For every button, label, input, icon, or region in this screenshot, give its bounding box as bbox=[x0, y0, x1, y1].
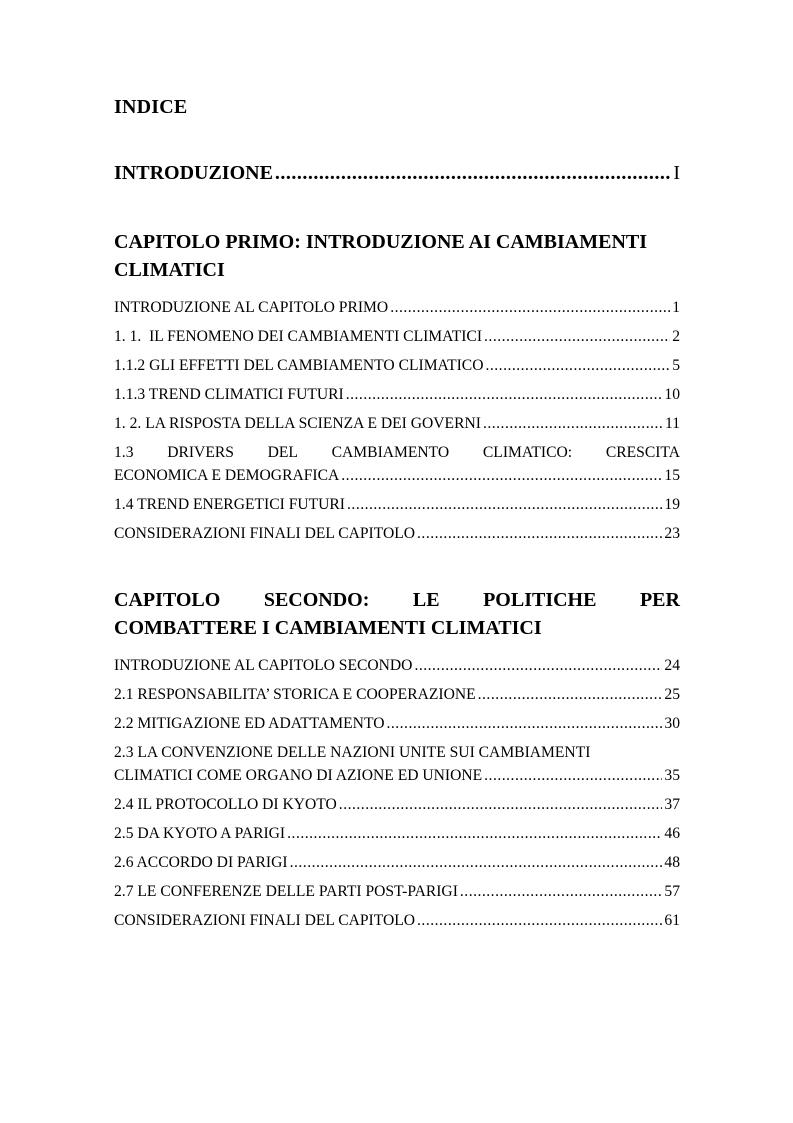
chapter-heading-2 bbox=[114, 586, 680, 642]
toc-entry-page: 57 bbox=[664, 883, 680, 900]
heading-word: POLITICHE bbox=[483, 589, 597, 611]
toc-entry[interactable] bbox=[114, 880, 680, 903]
toc-entry[interactable] bbox=[114, 793, 680, 816]
toc-entry-page: I bbox=[673, 162, 680, 184]
dot-leader bbox=[417, 522, 662, 545]
chapter-heading-line bbox=[114, 586, 680, 614]
toc-word: CAMBIAMENTO bbox=[331, 444, 450, 461]
toc-entry-label: 2.7 LE CONFERENZE DELLE PARTI POST-PARIGI bbox=[114, 883, 458, 900]
dot-leader bbox=[460, 880, 663, 903]
toc-entry-label: 2.4 IL PROTOCOLLO DI KYOTO bbox=[114, 796, 337, 813]
toc-entry[interactable] bbox=[114, 654, 680, 677]
toc-entry-page: 61 bbox=[664, 912, 680, 929]
toc-entry-page: 25 bbox=[664, 686, 680, 703]
toc-entry-page: 48 bbox=[664, 854, 680, 871]
toc-entry-page: 1 bbox=[672, 299, 680, 316]
index-title: INDICE bbox=[114, 96, 188, 118]
toc-entry-page: 24 bbox=[664, 657, 680, 674]
toc-entry[interactable] bbox=[114, 296, 680, 319]
dot-leader bbox=[485, 354, 670, 377]
dot-leader bbox=[287, 822, 662, 845]
heading-word: PER bbox=[639, 589, 680, 611]
dot-leader bbox=[390, 296, 670, 319]
toc-entry[interactable] bbox=[114, 493, 680, 516]
toc-entry-label: INTRODUZIONE AL CAPITOLO PRIMO bbox=[114, 299, 389, 316]
chapter-heading-line: CAPITOLO PRIMO: INTRODUZIONE AI CAMBIAMENTI bbox=[114, 231, 648, 253]
toc-entry-label-line bbox=[114, 764, 680, 787]
toc-entry-page: 10 bbox=[664, 386, 680, 403]
dot-leader bbox=[339, 793, 663, 816]
dot-leader bbox=[386, 712, 662, 735]
toc-entry[interactable] bbox=[114, 412, 680, 435]
toc-entry[interactable] bbox=[114, 741, 680, 787]
dot-leader bbox=[341, 464, 662, 487]
toc-entry-label-line bbox=[114, 464, 680, 487]
dot-leader bbox=[414, 654, 662, 677]
toc-entry-label: 2.1 RESPONSABILITA’ STORICA E COOPERAZIONE bbox=[114, 686, 476, 703]
dot-leader bbox=[484, 764, 662, 787]
toc-entry-label: 2.6 ACCORDO DI PARIGI bbox=[114, 854, 288, 871]
dot-leader bbox=[478, 683, 663, 706]
toc-entry-page: 30 bbox=[664, 715, 680, 732]
toc-entry-page: 15 bbox=[664, 467, 680, 484]
toc-entry-page: 19 bbox=[664, 496, 680, 513]
toc-entry-label: CONSIDERAZIONI FINALI DEL CAPITOLO bbox=[114, 912, 416, 929]
toc-entry-label-line bbox=[114, 441, 680, 464]
toc-entry-introduzione[interactable] bbox=[114, 162, 680, 185]
chapter-2-entries bbox=[114, 654, 680, 938]
toc-entry[interactable] bbox=[114, 354, 680, 377]
toc-entry-label: 1. 1. IL FENOMENO DEI CAMBIAMENTI CLIMATICI bbox=[114, 328, 483, 345]
toc-entry[interactable] bbox=[114, 522, 680, 545]
toc-entry[interactable] bbox=[114, 851, 680, 874]
toc-entry[interactable] bbox=[114, 822, 680, 845]
toc-entry[interactable] bbox=[114, 383, 680, 406]
dot-leader bbox=[346, 383, 663, 406]
toc-entry-page: 11 bbox=[664, 415, 680, 432]
toc-entry-label: 1.1.3 TREND CLIMATICI FUTURI bbox=[114, 386, 344, 403]
toc-entry-label-line: 2.3 LA CONVENZIONE DELLE NAZIONI UNITE SUI CAMBIAMENTI bbox=[114, 744, 591, 761]
dot-leader bbox=[275, 162, 671, 185]
toc-entry-page: 5 bbox=[672, 357, 680, 374]
toc-entry[interactable] bbox=[114, 909, 680, 932]
dot-leader bbox=[484, 325, 670, 348]
toc-entry[interactable] bbox=[114, 712, 680, 735]
toc-entry-page: 46 bbox=[664, 825, 680, 842]
toc-entry[interactable] bbox=[114, 441, 680, 487]
dot-leader bbox=[483, 412, 663, 435]
toc-entry[interactable] bbox=[114, 325, 680, 348]
toc-entry-page: 37 bbox=[664, 796, 680, 813]
toc-entry-label: CLIMATICI COME ORGANO DI AZIONE ED UNIONE bbox=[114, 767, 483, 784]
toc-entry-page: 2 bbox=[672, 328, 680, 345]
toc-entry-page: 23 bbox=[664, 525, 680, 542]
dot-leader bbox=[417, 909, 662, 932]
heading-word: SECONDO: bbox=[263, 589, 370, 611]
toc-entry-label: 2.2 MITIGAZIONE ED ADATTAMENTO bbox=[114, 715, 385, 732]
toc-entry-label: 1.4 TREND ENERGETICI FUTURI bbox=[114, 496, 346, 513]
toc-word: CRESCITA bbox=[605, 444, 680, 461]
heading-word: CAPITOLO bbox=[114, 589, 221, 611]
toc-word: 1.3 bbox=[114, 444, 134, 461]
toc-entry[interactable] bbox=[114, 683, 680, 706]
dot-leader bbox=[290, 851, 663, 874]
heading-word: LE bbox=[412, 589, 440, 611]
toc-entry-label: ECONOMICA E DEMOGRAFICA bbox=[114, 467, 340, 484]
chapter-1-entries bbox=[114, 296, 680, 551]
toc-entry-label: 1.1.2 GLI EFFETTI DEL CAMBIAMENTO CLIMATICO bbox=[114, 357, 484, 374]
toc-entry-label: 1. 2. LA RISPOSTA DELLA SCIENZA E DEI GOVERNI bbox=[114, 415, 481, 432]
chapter-heading-line: CLIMATICI bbox=[114, 259, 225, 281]
toc-entry-page: 35 bbox=[664, 767, 680, 784]
toc-word: DRIVERS bbox=[167, 444, 234, 461]
toc-entry-label: CONSIDERAZIONI FINALI DEL CAPITOLO bbox=[114, 525, 416, 542]
toc-word: CLIMATICO: bbox=[482, 444, 573, 461]
chapter-heading-line: COMBATTERE I CAMBIAMENTI CLIMATICI bbox=[114, 617, 542, 639]
toc-entry-label: INTRODUZIONE AL CAPITOLO SECONDO bbox=[114, 657, 413, 674]
chapter-heading-1 bbox=[114, 228, 680, 284]
toc-entry-label: INTRODUZIONE bbox=[114, 162, 273, 184]
toc-word: DEL bbox=[267, 444, 298, 461]
dot-leader bbox=[347, 493, 662, 516]
toc-entry-label: 2.5 DA KYOTO A PARIGI bbox=[114, 825, 286, 842]
